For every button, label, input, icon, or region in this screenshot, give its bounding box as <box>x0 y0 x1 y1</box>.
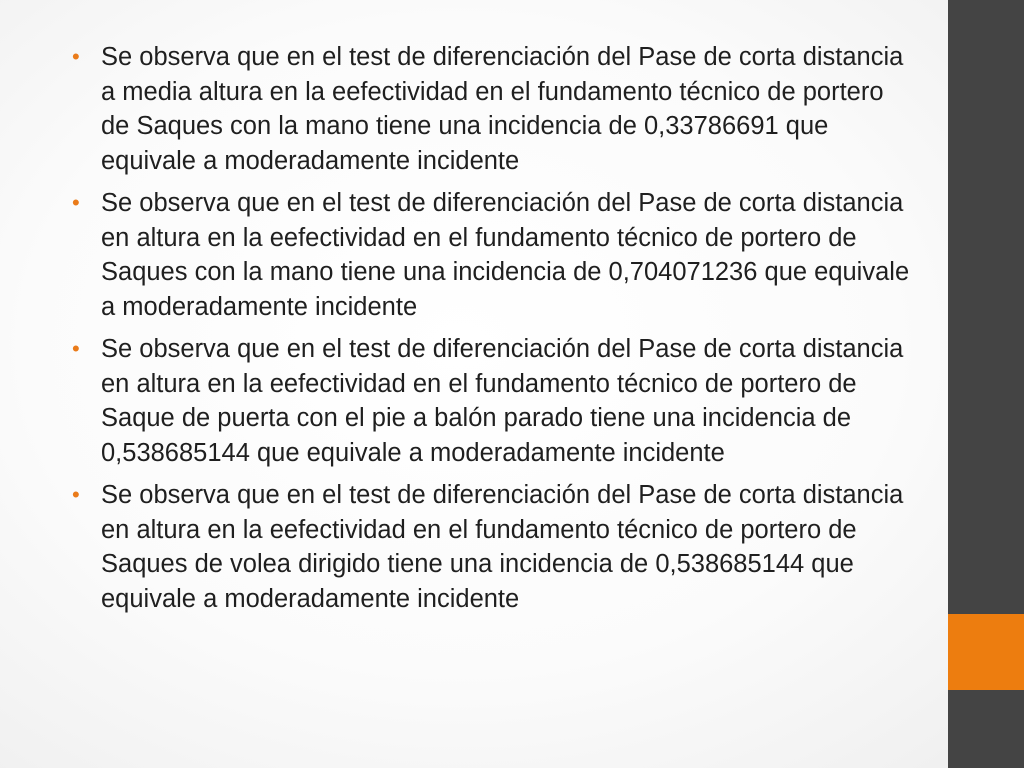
bullet-marker: • <box>72 336 80 361</box>
bullet-text: Se observa que en el test de diferenciación del Pase de corta distancia a media altura en la eefectividad en el fundamento técnico de portero de Saques con la mano tiene una incidencia de 0,33786691 que equivale a moderadamente incidente <box>101 43 904 175</box>
bullet-item-2 <box>72 186 912 324</box>
bullet-item-4 <box>72 478 912 616</box>
bullet-text: Se observa que en el test de diferenciación del Pase de corta distancia en altura en la eefectividad en el fundamento técnico de portero de Saques de volea dirigido tiene una incidencia de 0,538685144 que equivale a moderadamente incidente <box>101 481 904 613</box>
bullet-marker: • <box>72 482 80 507</box>
bullet-list <box>72 40 912 616</box>
bullet-text: Se observa que en el test de diferenciación del Pase de corta distancia en altura en la eefectividad en el fundamento técnico de portero de Saque de puerta con el pie a balón parado tiene una incidencia de 0,538685144 que equivale a moderadamente incidente <box>101 335 904 467</box>
bullet-text: Se observa que en el test de diferenciación del Pase de corta distancia en altura en la eefectividad en el fundamento técnico de portero de Saques con la mano tiene una incidencia de 0,704071236 que equivale a moderadamente incidente <box>101 189 910 321</box>
side-accent-block <box>948 614 1024 690</box>
bullet-marker: • <box>72 190 80 215</box>
bullet-item-3 <box>72 332 912 470</box>
slide-content <box>72 40 912 624</box>
bullet-item-1 <box>72 40 912 178</box>
bullet-marker: • <box>72 44 80 69</box>
